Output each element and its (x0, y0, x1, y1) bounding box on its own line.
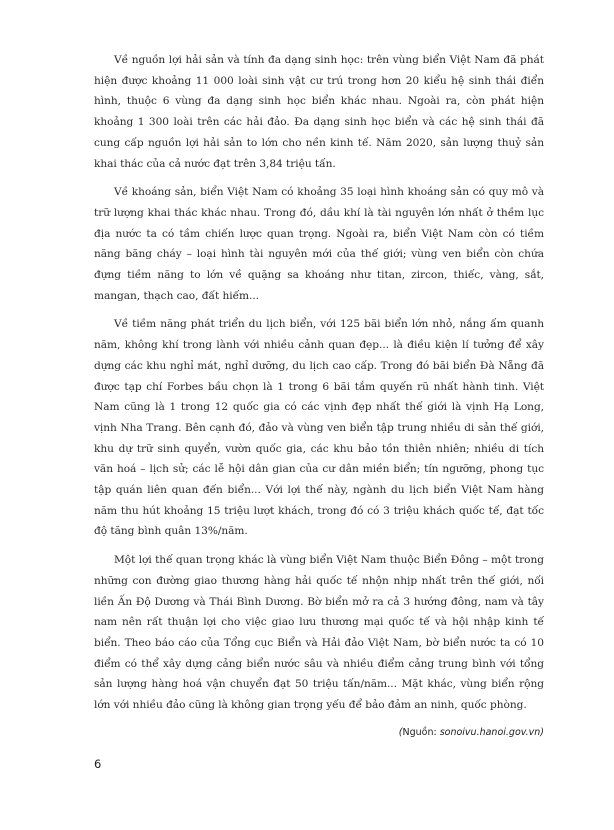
source-open-paren: ( (398, 726, 403, 738)
paragraph-minerals: Về khoáng sản, biển Việt Nam có khoảng 35 loại hình khoáng sản có quy mô và trữ lượng khai thác khác nhau. Trong đó, dầu khí là tài nguyên lớn nhất ở thềm lục địa nước ta có tầm chiến lược quan trọng. Ngoài ra, biển Việt Nam còn có tiềm năng băng cháy – loại hình tài nguyên mới của thế giới; vùng ven biển còn chứa đựng tiềm năng to lớn về quặng sa khoáng như titan, zircon, thiếc, vàng, sắt, mangan, thạch cao, đất hiếm... (94, 186, 544, 302)
source-label: Nguồn: (402, 726, 440, 738)
source-close-paren: ) (540, 726, 544, 738)
source-citation (94, 724, 544, 742)
paragraph-maritime-trade: Một lợi thế quan trọng khác là vùng biển Việt Nam thuộc Biển Đông – một trong những con đường giao thương hàng hải quốc tế nhộn nhịp nhất trên thế giới, nối liền Ấn Độ Dương và Thái Bình Dương. Bờ biển mở ra cả 3 hướng đông, nam và tây nam nên rất thuận lợi cho việc giao lưu thương mại quốc tế và hội nhập kinh tế biển. Theo báo cáo của Tổng cục Biển và Hải đảo Việt Nam, bờ biển nước ta có 10 điểm có thể xây dựng cảng biển nước sâu và nhiều điểm cảng trung bình với tổng sản lượng hàng hoá vận chuyển đạt 50 triệu tấn/năm... Mặt khác, vùng biển rộng lớn với nhiều đảo cũng là không gian trọng yếu để bảo đảm an ninh, quốc phòng. (94, 554, 544, 712)
body-text (94, 50, 544, 742)
page-number: 6 (94, 757, 102, 771)
paragraph-tourism: Về tiềm năng phát triển du lịch biển, với 125 bãi biển lớn nhỏ, nắng ấm quanh năm, không khí trong lành với nhiều cảnh quan đẹp... là điều kiện lí tưởng để xây dựng các khu nghỉ mát, nghỉ dưỡng, du lịch cao cấp. Trong đó bãi biển Đà Nẵng đã được tạp chí Forbes bầu chọn là 1 trong 6 bãi tắm quyến rũ nhất hành tinh. Việt Nam cũng là 1 trong 12 quốc gia có các vịnh đẹp nhất thế giới là vịnh Hạ Long, vịnh Nha Trang. Bên cạnh đó, đảo và vùng ven biển tập trung nhiều di sản thế giới, khu dự trữ sinh quyển, vườn quốc gia, các khu bảo tồn thiên nhiên; nhiều di tích văn hoá – lịch sử; các lễ hội dân gian của cư dân miền biển; tín ngưỡng, phong tục tập quán liên quan đến biển... Với lợi thế này, ngành du lịch biển Việt Nam hàng năm thu hút khoảng 15 triệu lượt khách, trong đó có 3 triệu khách quốc tế, đạt tốc độ tăng bình quân 13%/năm. (94, 318, 544, 538)
paragraph-seafood-biodiversity: Về nguồn lợi hải sản và tính đa dạng sinh học: trên vùng biển Việt Nam đã phát hiện được khoảng 11 000 loài sinh vật cư trú trong hơn 20 kiểu hệ sinh thái điển hình, thuộc 6 vùng đa dạng sinh học biển khác nhau. Ngoài ra, còn phát hiện khoảng 1 300 loài trên các hải đảo. Đa dạng sinh học biển và các hệ sinh thái đã cung cấp nguồn lợi hải sản to lớn cho nền kinh tế. Năm 2020, sản lượng thuỷ sản khai thác của cả nước đạt trên 3,84 triệu tấn. (94, 54, 544, 170)
source-site: sonoivu.hanoi.gov.vn (439, 726, 541, 738)
